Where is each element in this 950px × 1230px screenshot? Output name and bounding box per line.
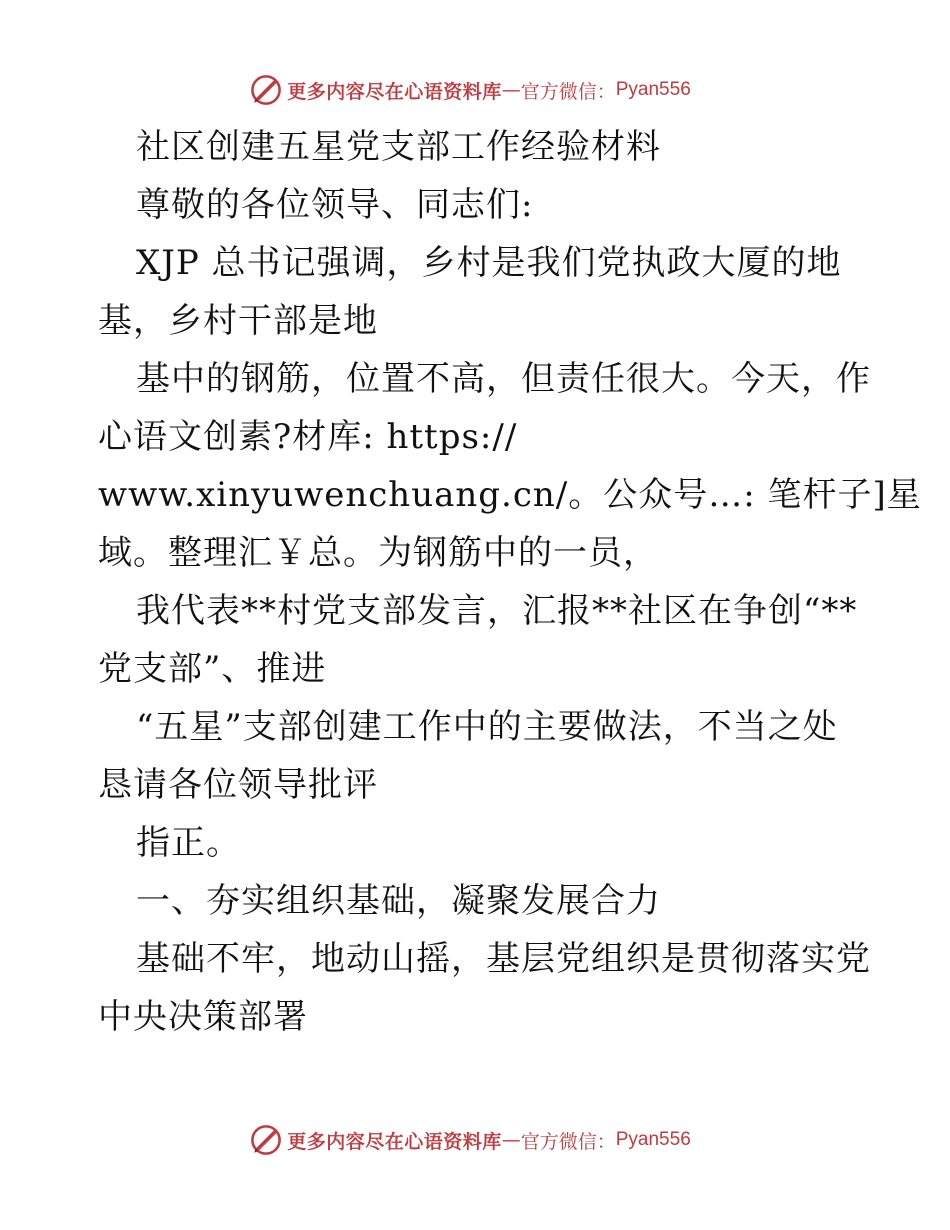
pen-logo-icon [249,1123,283,1157]
banner-separator: — [501,79,521,101]
banner-main-text: 更多内容尽在心语资料库 [287,1130,502,1153]
paragraph-line: 基，乡村干部是地 [98,301,378,341]
pen-logo-icon [249,73,283,107]
paragraph-line: 心语文创素?材库: https:// [98,417,518,457]
paragraph-line: 指正。 [136,823,241,863]
paragraph-line: 我代表**村党支部发言，汇报**社区在争创“** [136,591,858,631]
banner-wechat-id: Pyan556 [615,1129,691,1150]
paragraph-line: 域。整理汇￥总。为钢筋中的一员， [98,533,658,573]
paragraph-line: 基中的钢筋，位置不高，但责任很大。今天，作 [136,359,871,399]
banner-wechat-label: 官方微信： [520,1130,616,1153]
banner-main-text: 更多内容尽在心语资料库 [287,80,502,103]
paragraph-line: 中央决策部署 [98,997,308,1037]
banner-wechat-label: 官方微信： [520,80,616,103]
paragraph-line: XJP 总书记强调，乡村是我们党执政大厦的地 [136,243,842,283]
document-title: 社区创建五星党支部工作经验材料 [136,127,661,167]
paragraph-line: 党支部”、推进 [98,649,327,689]
paragraph-line: 恳请各位领导批评 [98,765,378,805]
header-banner [0,70,950,110]
section-heading: 一、夯实组织基础，凝聚发展合力 [136,881,661,921]
banner-separator: — [501,1129,521,1151]
footer-banner [0,1120,950,1160]
salutation: 尊敬的各位领导、同志们: [136,185,534,225]
paragraph-line: “五星”支部创建工作中的主要做法，不当之处 [136,707,838,747]
paragraph-line: www.xinyuwenchuang.cn/。公众号…: 笔杆子]星 [98,475,922,515]
document-body [98,118,922,1046]
paragraph-line: 基础不牢，地动山摇，基层党组织是贯彻落实党 [136,939,871,979]
banner-wechat-id: Pyan556 [615,79,691,100]
